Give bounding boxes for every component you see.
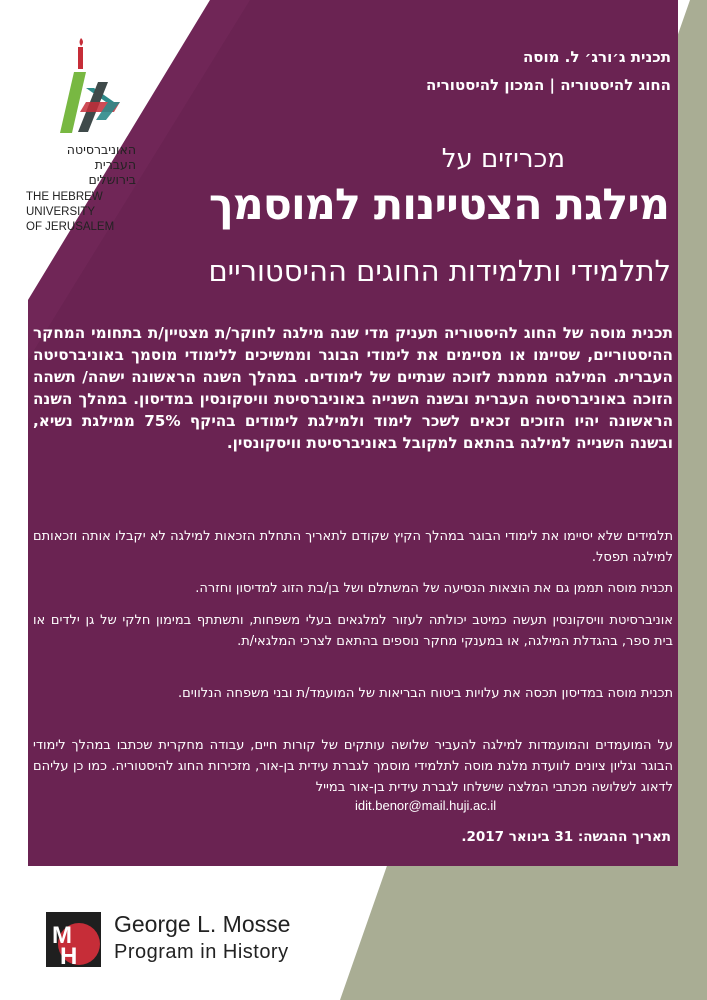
university-name-hebrew: האוניברסיטה העברית בירושלים: [66, 142, 136, 187]
paragraph-insurance: תכנית מוסה במדיסון תכסה את עלויות ביטוח הבריאות של המועמד/ת ובני משפחה הנלווים.: [178, 686, 673, 701]
huji-emblem-icon: [26, 30, 126, 140]
mosse-program-name: George L. Mosse: [114, 911, 291, 937]
paragraph-application: על המועמדים והמועמדות למילגה להעביר שלושה עותקים של קורות חיים, עבודה מחקרית שכתבו במהלך לימודי הבוגר וגליון ציונים לוועדת מלגת מוסה לתלמידי מוסמך לגברת עידית בן-אור, מזכירות החוג להיסטוריה. כמו כן עליהם לדאוג לשלושה מכתבי המלצה שישלחו לגברת עידית בן-אור במייל: [33, 738, 673, 795]
announce-label: מכריזים על: [441, 144, 565, 174]
page-title: מילגת הצטיינות למוסמך: [208, 180, 669, 230]
main-paragraph: תכנית מוסה של החוג להיסטוריה תעניק מדי שנה מילגה לחוקר/ת מצטיין/ת בתחומי המחקר ההיסטוריים, שסיימו או מסיימים את לימודי הבוגר וממשיכים ללימודי מוסמך באוניברסיטה העברית. המילגה מממנת לזוכה שנתיים של לימודים. במהלך השנה הראשונה ישהה/ תשהה הזוכה באוניברסיטה העברית ובשנה השנייה באוניברסיטת וויסקונסין במדיסון. במהלך השנה הראשונה יהיו הזוכים זכאים לשכר לימוד ולמילגת לימודים בהיקף 75% ממילגת נשיא, ובשנה השנייה למילגה בהתאם למקובל באוניברסיטת וויסקונסין.: [33, 324, 674, 452]
svg-text:M: M: [52, 922, 72, 949]
mosse-program-logo-icon: [46, 912, 101, 967]
paragraph-eligibility: תלמידים שלא יסיימו את לימודי הבוגר במהלך הקיץ שקודם לתאריך התחלת הזכאות למילגה לא יקבלו אותה וזכאותם למילגה תפסל.: [33, 529, 673, 565]
paragraph-families: אוניברסיטת וויסקונסין תעשה כמיטב יכולתה לעזור למלגאים בעלי משפחות, ותשתתף במימון חלקי של גן ילדים או בית ספר, בהגדלת המילגה, או במענקי מחקר נוספים בהתאם לצרכי המלגאי/ת.: [33, 613, 673, 649]
page-subtitle: לתלמידי ותלמידות החוגים ההיסטוריים: [208, 254, 671, 288]
program-name: תכנית ג׳ורג׳ ל. מוסה: [522, 48, 671, 66]
svg-text:H: H: [60, 943, 78, 967]
departments-line: החוג להיסטוריה | המכון להיסטוריה: [426, 76, 671, 94]
contact-email-link[interactable]: idit.benor@mail.huji.ac.il: [355, 798, 497, 813]
mosse-program-subtitle: Program in History: [114, 941, 289, 963]
paragraph-travel: תכנית מוסה תממן גם את הוצאות הנסיעה של המשתלם ושל בן/בת הזוג למדיסון וחזרה.: [195, 581, 673, 596]
university-name-english: THE HEBREW UNIVERSITY OF JERUSALEM: [26, 191, 115, 233]
deadline: תאריך ההגשה: 31 בינואר 2017.: [461, 829, 671, 845]
huji-logo: [26, 30, 156, 144]
